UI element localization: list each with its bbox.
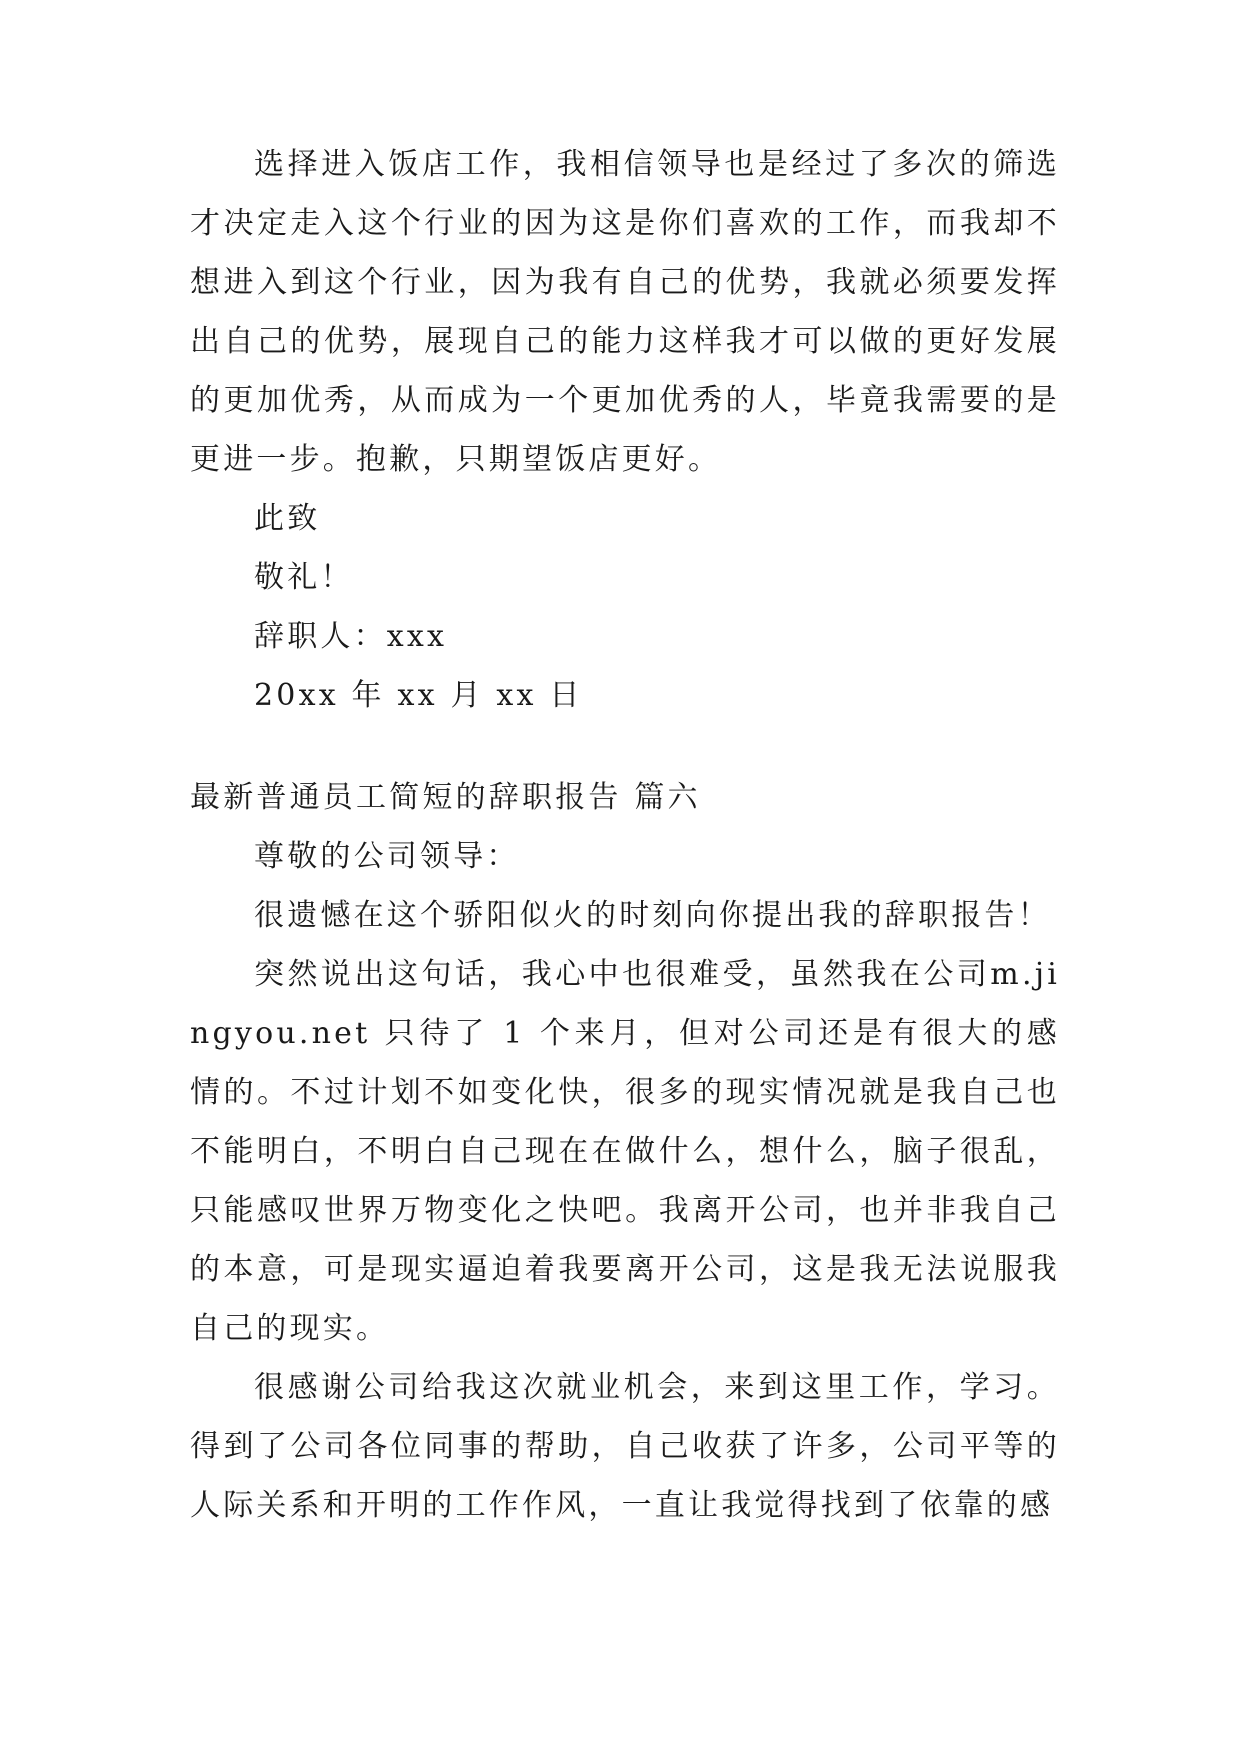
- signature-line: 辞职人：xxx: [254, 619, 448, 654]
- letter-body-part-2: [190, 768, 1060, 1535]
- body-paragraph: 很遗憾在这个骄阳似火的时刻向你提出我的辞职报告！: [254, 898, 1051, 933]
- closing-line: 此致: [254, 501, 321, 536]
- section-title: 最新普通员工简短的辞职报告 篇六: [190, 780, 701, 815]
- body-paragraph: 突然说出这句话，我心中也很难受，虽然我在公司m.jingyou.net 只待了 1 个来月，但对公司还是有很大的感情的。不过计划不如变化快，很多的现实情况就是我自己也不能明白，不明白自己现在在做什么，想什么，脑子很乱，只能感叹世界万物变化之快吧。我离开公司，也并非我自己的本意，可是现实逼迫着我要离开公司，这是我无法说服我自己的现实。: [190, 957, 1060, 1346]
- letter-body-part-1: [190, 135, 1060, 725]
- body-paragraph: 选择进入饭店工作，我相信领导也是经过了多次的筛选才决定走入这个行业的因为这是你们喜欢的工作，而我却不想进入到这个行业，因为我有自己的优势，我就必须要发挥出自己的优势，展现自己的能力这样我才可以做的更好发展的更加优秀，从而成为一个更加优秀的人，毕竟我需要的是更进一步。抱歉，只期望饭店更好。: [190, 147, 1060, 477]
- salutation: 尊敬的公司领导：: [254, 839, 520, 874]
- body-paragraph: 很感谢公司给我这次就业机会，来到这里工作，学习。得到了公司各位同事的帮助，自己收获了许多，公司平等的人际关系和开明的工作作风，一直让我觉得找到了依靠的感: [190, 1370, 1060, 1523]
- date-line: 20xx 年 xx 月 xx 日: [254, 678, 583, 713]
- closing-greeting: 敬礼！: [254, 560, 354, 595]
